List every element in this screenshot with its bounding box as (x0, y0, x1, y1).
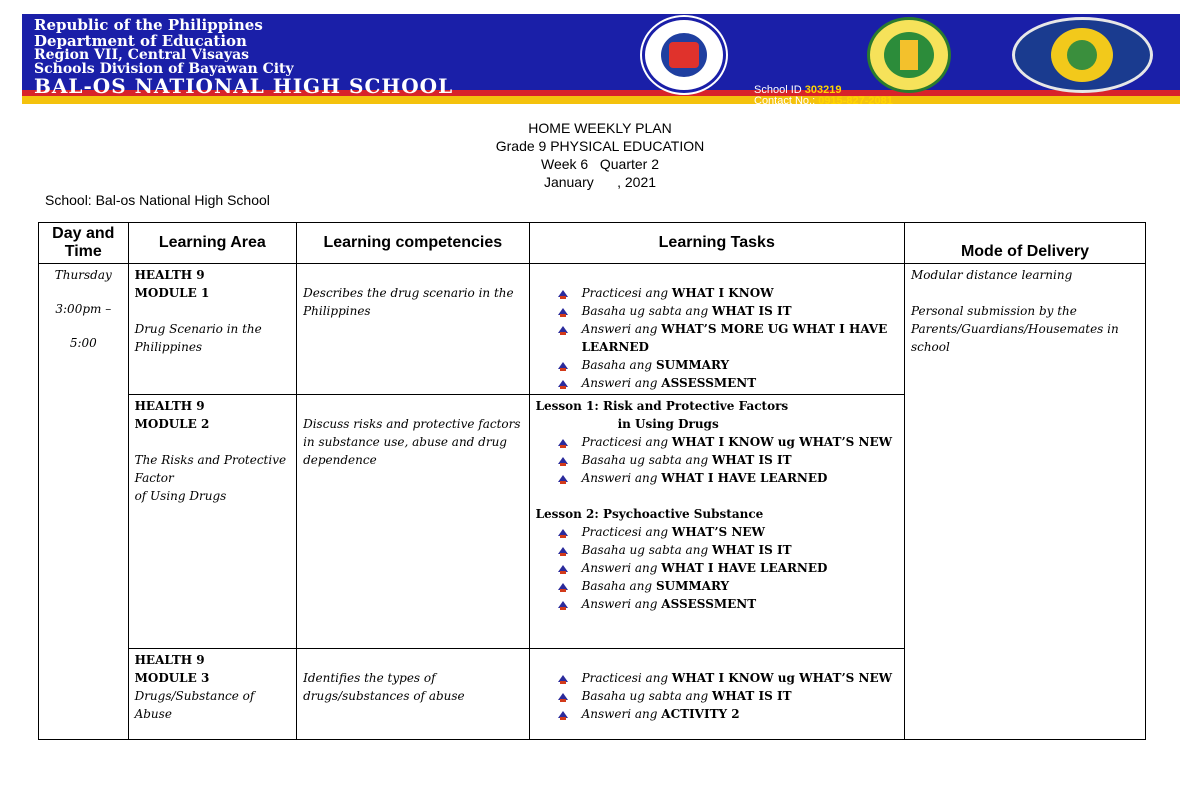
arrow-bullet-icon (558, 457, 568, 464)
arrow-bullet-icon (558, 601, 568, 608)
module-topic: Drug Scenario in the Philippines (134, 322, 262, 354)
learning-area-cell (128, 264, 297, 395)
list-item: Answeri ang WHAT I HAVE LEARNED (558, 469, 898, 487)
header-learning-area: Learning Area (128, 223, 297, 264)
competency-text: Identifies the types of drugs/substances of abuse (303, 671, 465, 703)
learning-area-cell (128, 649, 297, 740)
division-seal-logo (867, 17, 951, 93)
task-list (536, 284, 898, 392)
school-header-banner (22, 14, 1180, 107)
lesson-1-subtitle: in Using Drugs (617, 417, 719, 431)
arrow-bullet-icon (558, 529, 568, 536)
table-row (39, 264, 1146, 395)
lesson-1-title: Lesson 1: Risk and Protective Factors (535, 399, 789, 413)
header-learning-tasks: Learning Tasks (529, 223, 904, 264)
arrow-bullet-icon (558, 675, 568, 682)
header-mode-of-delivery: Mode of Delivery (904, 223, 1145, 264)
plan-heading: HOME WEEKLY PLAN (528, 120, 672, 136)
tasks-cell (529, 264, 904, 395)
arrow-bullet-icon (558, 308, 568, 315)
school-line: School: Bal-os National High School (45, 192, 270, 208)
header-learning-competencies: Learning competencies (297, 223, 529, 264)
competency-text: Describes the drug scenario in the Philippines (303, 286, 514, 318)
competency-cell (297, 395, 529, 649)
competency-cell (297, 264, 529, 395)
header-department: Department of Education (34, 32, 247, 50)
header-contact: Contact No.: 0915-827-2081 (754, 95, 893, 107)
plan-date: January , 2021 (543, 174, 657, 190)
school-seal-logo (1012, 17, 1153, 93)
list-item: Answeri ang WHAT I HAVE LEARNED (558, 559, 898, 577)
module-label: MODULE 3 (134, 671, 210, 685)
list-item: Answeri ang ASSESSMENT (558, 595, 898, 613)
arrow-bullet-icon (558, 711, 568, 718)
time-start: 3:00pm – (55, 302, 112, 316)
arrow-bullet-icon (558, 583, 568, 590)
header-region: Region VII, Central Visayas (34, 47, 250, 63)
module-topic-cont: of Using Drugs (134, 489, 227, 503)
mode-of-delivery-cell (904, 264, 1145, 740)
task-list (536, 433, 898, 487)
arrow-bullet-icon (558, 439, 568, 446)
header-republic: Republic of the Philippines (34, 16, 263, 34)
mode-line-2: Personal submission by the Parents/Guardians/Housemates in school (910, 304, 1119, 354)
header-division: Schools Division of Bayawan City (34, 61, 294, 77)
list-item: Basaha ug sabta ang WHAT IS IT (558, 541, 898, 559)
arrow-bullet-icon (558, 290, 568, 297)
module-label: MODULE 1 (134, 286, 210, 300)
list-item: Practicesi ang WHAT I KNOW ug WHAT’S NEW (558, 433, 898, 451)
competency-text: Discuss risks and protective factors in substance use, abuse and drug dependence (303, 417, 521, 467)
list-item: Basaha ug sabta ang WHAT IS IT (558, 451, 898, 469)
area-title: HEALTH 9 (134, 399, 205, 413)
list-item: Basaha ug sabta ang WHAT IS IT (558, 302, 898, 320)
plan-week-quarter: Week 6 Quarter 2 (540, 156, 659, 172)
lesson-2-title: Lesson 2: Psychoactive Substance (535, 507, 764, 521)
school-id-value: 303219 (804, 84, 842, 96)
list-item: Basaha ug sabta ang WHAT IS IT (558, 687, 898, 705)
tasks-cell (529, 395, 904, 649)
contact-number-value: 0915-827-2081 (818, 95, 893, 107)
arrow-bullet-icon (558, 693, 568, 700)
arrow-bullet-icon (558, 547, 568, 554)
day-text: Thursday (54, 268, 112, 282)
list-item: Basaha ang SUMMARY (558, 577, 898, 595)
arrow-bullet-icon (558, 565, 568, 572)
learning-area-cell (128, 395, 297, 649)
mode-line-1: Modular distance learning (910, 268, 1073, 282)
list-item: Answeri ang ASSESSMENT (558, 374, 898, 392)
plan-subject: Grade 9 PHYSICAL EDUCATION (495, 138, 705, 154)
module-topic: The Risks and Protective Factor (134, 453, 287, 485)
task-list (536, 523, 898, 613)
list-item: Basaha ang SUMMARY (558, 356, 898, 374)
header-school-name: BAL-OS NATIONAL HIGH SCHOOL (34, 74, 454, 98)
header-day-time: Day and Time (39, 223, 129, 264)
module-label: MODULE 2 (134, 417, 210, 431)
list-item: Answeri ang WHAT’S MORE UG WHAT I HAVE LEARNED (558, 320, 898, 356)
arrow-bullet-icon (558, 362, 568, 369)
area-title: HEALTH 9 (134, 268, 205, 282)
competency-cell (297, 649, 529, 740)
arrow-bullet-icon (558, 380, 568, 387)
deped-seal-logo (642, 17, 726, 93)
list-item: Practicesi ang WHAT’S NEW (558, 523, 898, 541)
arrow-bullet-icon (558, 326, 568, 333)
table-header-row (39, 223, 1146, 264)
list-item: Practicesi ang WHAT I KNOW (558, 284, 898, 302)
list-item: Answeri ang ACTIVITY 2 (558, 705, 898, 723)
area-title: HEALTH 9 (134, 653, 205, 667)
day-time-cell (39, 264, 129, 740)
time-end: 5:00 (69, 336, 97, 350)
tasks-cell (529, 649, 904, 740)
task-list (536, 669, 898, 723)
weekly-plan-table (38, 222, 1146, 740)
arrow-bullet-icon (558, 475, 568, 482)
header-school-id: School ID 303219 (754, 84, 842, 96)
module-topic: Drugs/Substance of Abuse (134, 689, 255, 721)
list-item: Practicesi ang WHAT I KNOW ug WHAT’S NEW (558, 669, 898, 687)
